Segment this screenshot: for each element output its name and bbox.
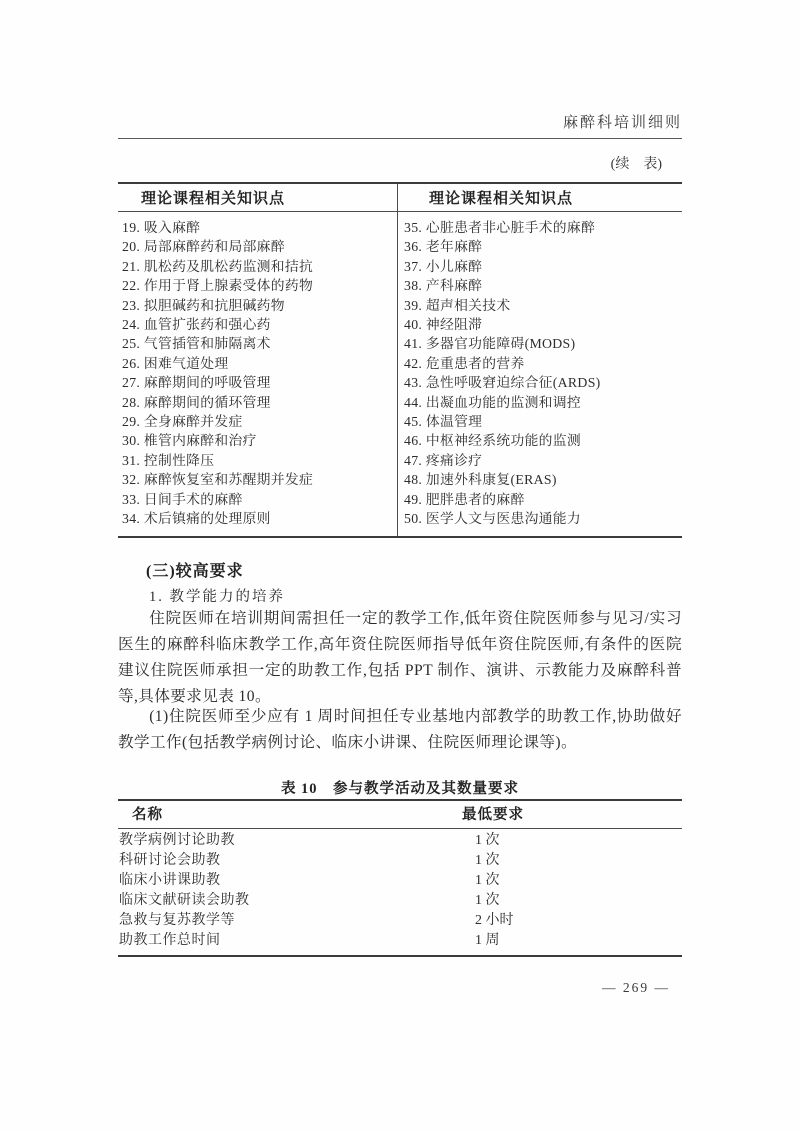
knowledge-item: 44. 出凝血功能的监测和调控 xyxy=(404,394,581,410)
table-row xyxy=(118,831,682,851)
knowledge-item: 42. 危重患者的营养 xyxy=(404,355,525,371)
knowledge-item: 48. 加速外科康复(ERAS) xyxy=(404,472,557,488)
knowledge-item: 39. 超声相关技术 xyxy=(404,297,511,313)
knowledge-table-header-row xyxy=(118,184,682,212)
row-requirement: 1 次 xyxy=(475,893,500,908)
knowledge-item: 36. 老年麻醉 xyxy=(404,239,483,255)
knowledge-item: 47. 疼痛诊疗 xyxy=(404,452,483,468)
knowledge-item: 29. 全身麻醉并发症 xyxy=(122,414,243,430)
knowledge-item: 30. 椎管内麻醉和治疗 xyxy=(122,433,257,449)
body-paragraph-1: 住院医师在培训期间需担任一定的教学工作,低年资住院医师参与见习/实习医生的麻醉科临床教学工作,高年资住院医师指导低年资住院医师,有条件的医院建议住院医师承担一定的助教工作,包括 PPT 制作、演讲、示教能力及麻醉科普等,具体要求见表 10。 xyxy=(118,610,682,705)
knowledge-table-header-right: 理论课程相关知识点 xyxy=(429,191,574,207)
knowledge-item: 49. 肥胖患者的麻醉 xyxy=(404,491,525,507)
header-rule xyxy=(118,138,682,139)
table-row xyxy=(118,871,682,891)
page-number: — 269 — xyxy=(602,980,670,995)
knowledge-item: 24. 血管扩张药和强心药 xyxy=(122,317,271,333)
knowledge-item: 27. 麻醉期间的呼吸管理 xyxy=(122,375,271,391)
knowledge-item: 35. 心脏患者非心脏手术的麻醉 xyxy=(404,220,596,235)
knowledge-item: 23. 拟胆碱药和抗胆碱药物 xyxy=(122,297,285,313)
activity-table-header-row xyxy=(118,801,682,829)
knowledge-item: 38. 产科麻醉 xyxy=(404,278,483,294)
table-column-divider xyxy=(397,184,398,536)
knowledge-points-table xyxy=(118,182,682,538)
body-paragraph-2: (1)住院医师至少应有 1 周时间担任专业基地内部教学的助教工作,协助做好教学工作(包括教学病例讨论、临床小讲课、住院医师理论课等)。 xyxy=(118,708,682,751)
knowledge-item: 28. 麻醉期间的循环管理 xyxy=(122,394,271,410)
knowledge-item: 19. 吸入麻醉 xyxy=(122,220,201,235)
knowledge-item: 50. 医学人文与医患沟通能力 xyxy=(404,511,581,527)
row-name: 临床小讲课助教 xyxy=(119,873,221,888)
table-caption: 表 10 参与教学活动及其数量要求 xyxy=(280,781,520,797)
knowledge-item: 37. 小儿麻醉 xyxy=(404,258,483,274)
knowledge-table-body xyxy=(118,212,682,536)
knowledge-item: 20. 局部麻醉药和局部麻醉 xyxy=(122,239,285,255)
knowledge-item: 33. 日间手术的麻醉 xyxy=(122,491,243,507)
row-requirement: 1 周 xyxy=(475,933,500,948)
knowledge-item: 43. 急性呼吸窘迫综合征(ARDS) xyxy=(404,375,601,391)
row-name: 科研讨论会助教 xyxy=(119,853,221,868)
table-row xyxy=(118,851,682,871)
knowledge-item: 46. 中枢神经系统功能的监测 xyxy=(404,433,581,449)
knowledge-item: 21. 肌松药及肌松药监测和拮抗 xyxy=(122,258,314,274)
table-row xyxy=(118,891,682,911)
knowledge-table-left-column xyxy=(118,212,397,536)
teaching-activity-table xyxy=(118,799,682,957)
section-heading: (三)较高要求 xyxy=(146,563,244,580)
knowledge-table-header-left: 理论课程相关知识点 xyxy=(141,191,286,207)
row-name: 急救与复苏教学等 xyxy=(119,913,235,928)
knowledge-item: 25. 气管插管和肺隔离术 xyxy=(122,336,271,352)
row-requirement: 1 次 xyxy=(475,833,500,848)
row-name: 助教工作总时间 xyxy=(119,933,221,948)
running-header: 麻醉科培训细则 xyxy=(562,115,682,131)
row-name: 教学病例讨论助教 xyxy=(119,833,235,848)
column-header-name: 名称 xyxy=(132,807,163,823)
knowledge-table-right-column xyxy=(397,212,682,536)
knowledge-item: 22. 作用于肾上腺素受体的药物 xyxy=(122,278,314,294)
row-requirement: 1 次 xyxy=(475,873,500,888)
activity-table-body xyxy=(118,829,682,955)
subsection-heading: 1. 教学能力的培养 xyxy=(149,589,285,605)
knowledge-item: 26. 困难气道处理 xyxy=(122,355,229,371)
knowledge-item: 45. 体温管理 xyxy=(404,414,483,430)
table-row xyxy=(118,911,682,931)
table-row xyxy=(118,931,682,951)
row-requirement: 2 小时 xyxy=(475,913,514,928)
knowledge-item: 34. 术后镇痛的处理原则 xyxy=(122,511,271,527)
row-name: 临床文献研读会助教 xyxy=(119,893,250,908)
column-header-requirement: 最低要求 xyxy=(462,807,524,823)
knowledge-item: 32. 麻醉恢复室和苏醒期并发症 xyxy=(122,472,314,488)
knowledge-item: 40. 神经阻滞 xyxy=(404,317,483,333)
knowledge-item: 41. 多器官功能障碍(MODS) xyxy=(404,336,576,352)
row-requirement: 1 次 xyxy=(475,853,500,868)
knowledge-item: 31. 控制性降压 xyxy=(122,452,215,468)
continued-table-note: (续 表) xyxy=(610,157,662,172)
